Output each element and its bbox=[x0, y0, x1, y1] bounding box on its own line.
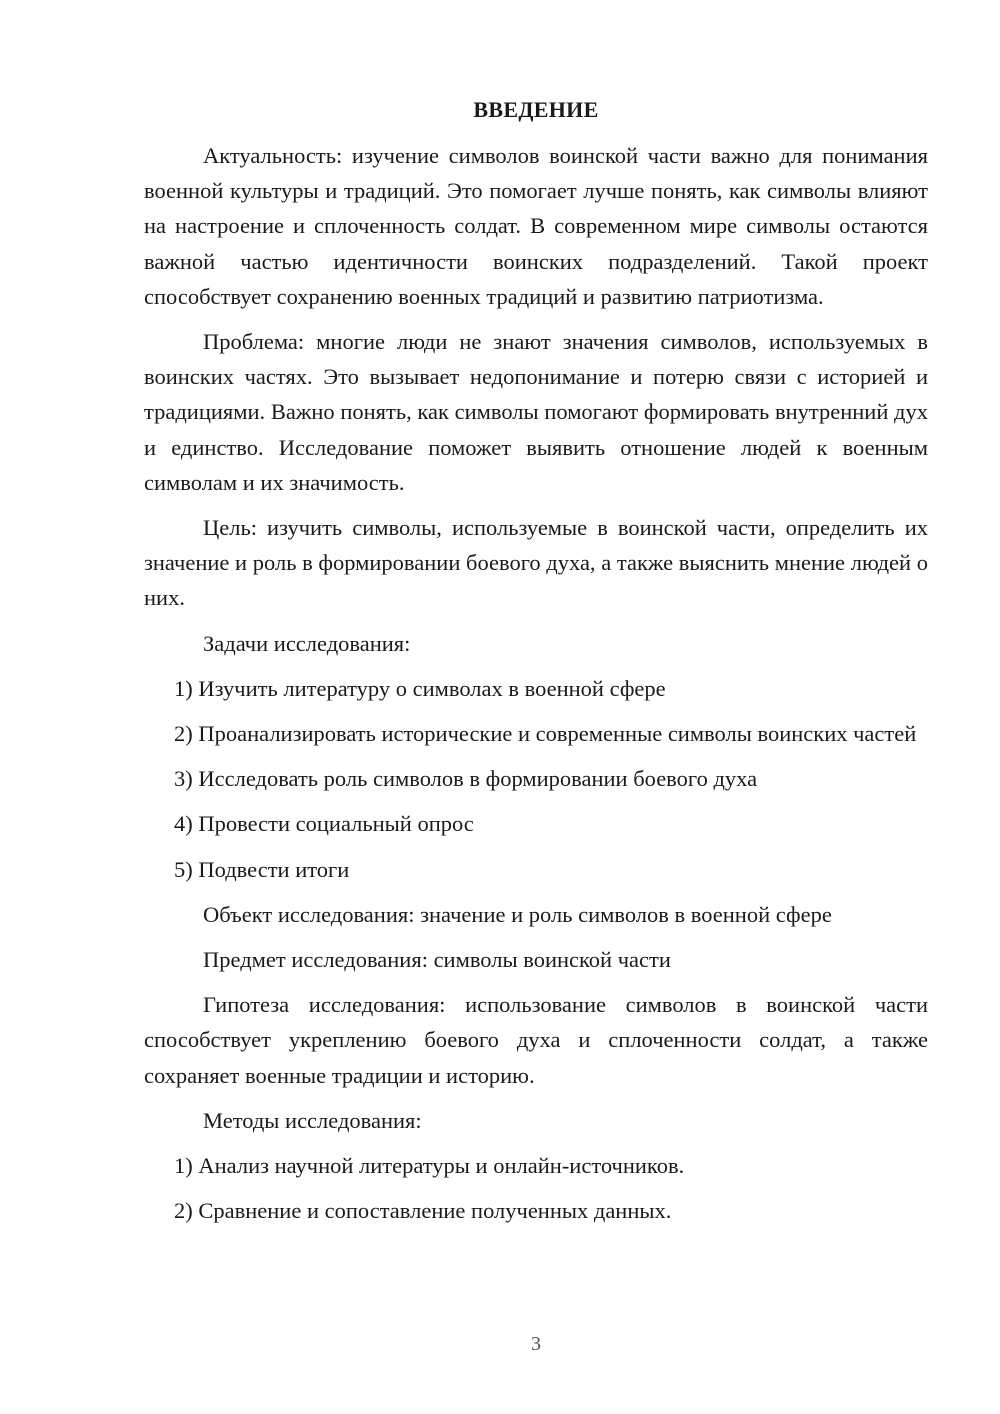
hypothesis-paragraph: Гипотеза исследования: использование символов в воинской части способствует укреплению боевого духа и сплоченности солдат, а также сохраняет военные традиции и историю. bbox=[144, 992, 928, 1088]
task-item-2: 2) Проанализировать исторические и современные символы воинских частей bbox=[174, 721, 917, 747]
relevance-paragraph: Актуальность: изучение символов воинской части важно для понимания военной культуры и традиций. Это помогает лучше понять, как символы влияют на настроение и сплоченность солдат. В современном мире символы остаются важной частью идентичности воинских подразделений. Такой проект способствует сохранению военных традиций и развитию патриотизма. bbox=[144, 143, 928, 309]
research-subject: Предмет исследования: символы воинской части bbox=[203, 947, 671, 973]
document-page bbox=[144, 95, 928, 1238]
method-item-1: 1) Анализ научной литературы и онлайн-источников. bbox=[174, 1153, 685, 1179]
problem-paragraph: Проблема: многие люди не знают значения символов, используемых в воинских частях. Это вызывает недопонимание и потерю связи с историей и традициями. Важно понять, как символы помогают формировать внутренний дух и единство. Исследование поможет выявить отношение людей к военным символам и их значимость. bbox=[144, 329, 928, 495]
research-object: Объект исследования: значение и роль символов в военной сфере bbox=[203, 901, 832, 927]
task-item-1: 1) Изучить литературу о символах в военной сфере bbox=[174, 675, 666, 701]
task-item-4: 4) Провести социальный опрос bbox=[174, 811, 474, 837]
section-title: ВВЕДЕНИЕ bbox=[473, 97, 599, 122]
tasks-heading: Задачи исследования: bbox=[203, 630, 411, 656]
method-item-2: 2) Сравнение и сопоставление полученных данных. bbox=[174, 1198, 672, 1224]
methods-heading: Методы исследования: bbox=[203, 1107, 422, 1133]
task-item-5: 5) Подвести итоги bbox=[174, 856, 350, 882]
page-number: 3 bbox=[531, 1333, 541, 1355]
task-item-3: 3) Исследовать роль символов в формировании боевого духа bbox=[174, 766, 758, 792]
goal-paragraph: Цель: изучить символы, используемые в воинской части, определить их значение и роль в формировании боевого духа, а также выяснить мнение людей о них. bbox=[144, 515, 928, 611]
